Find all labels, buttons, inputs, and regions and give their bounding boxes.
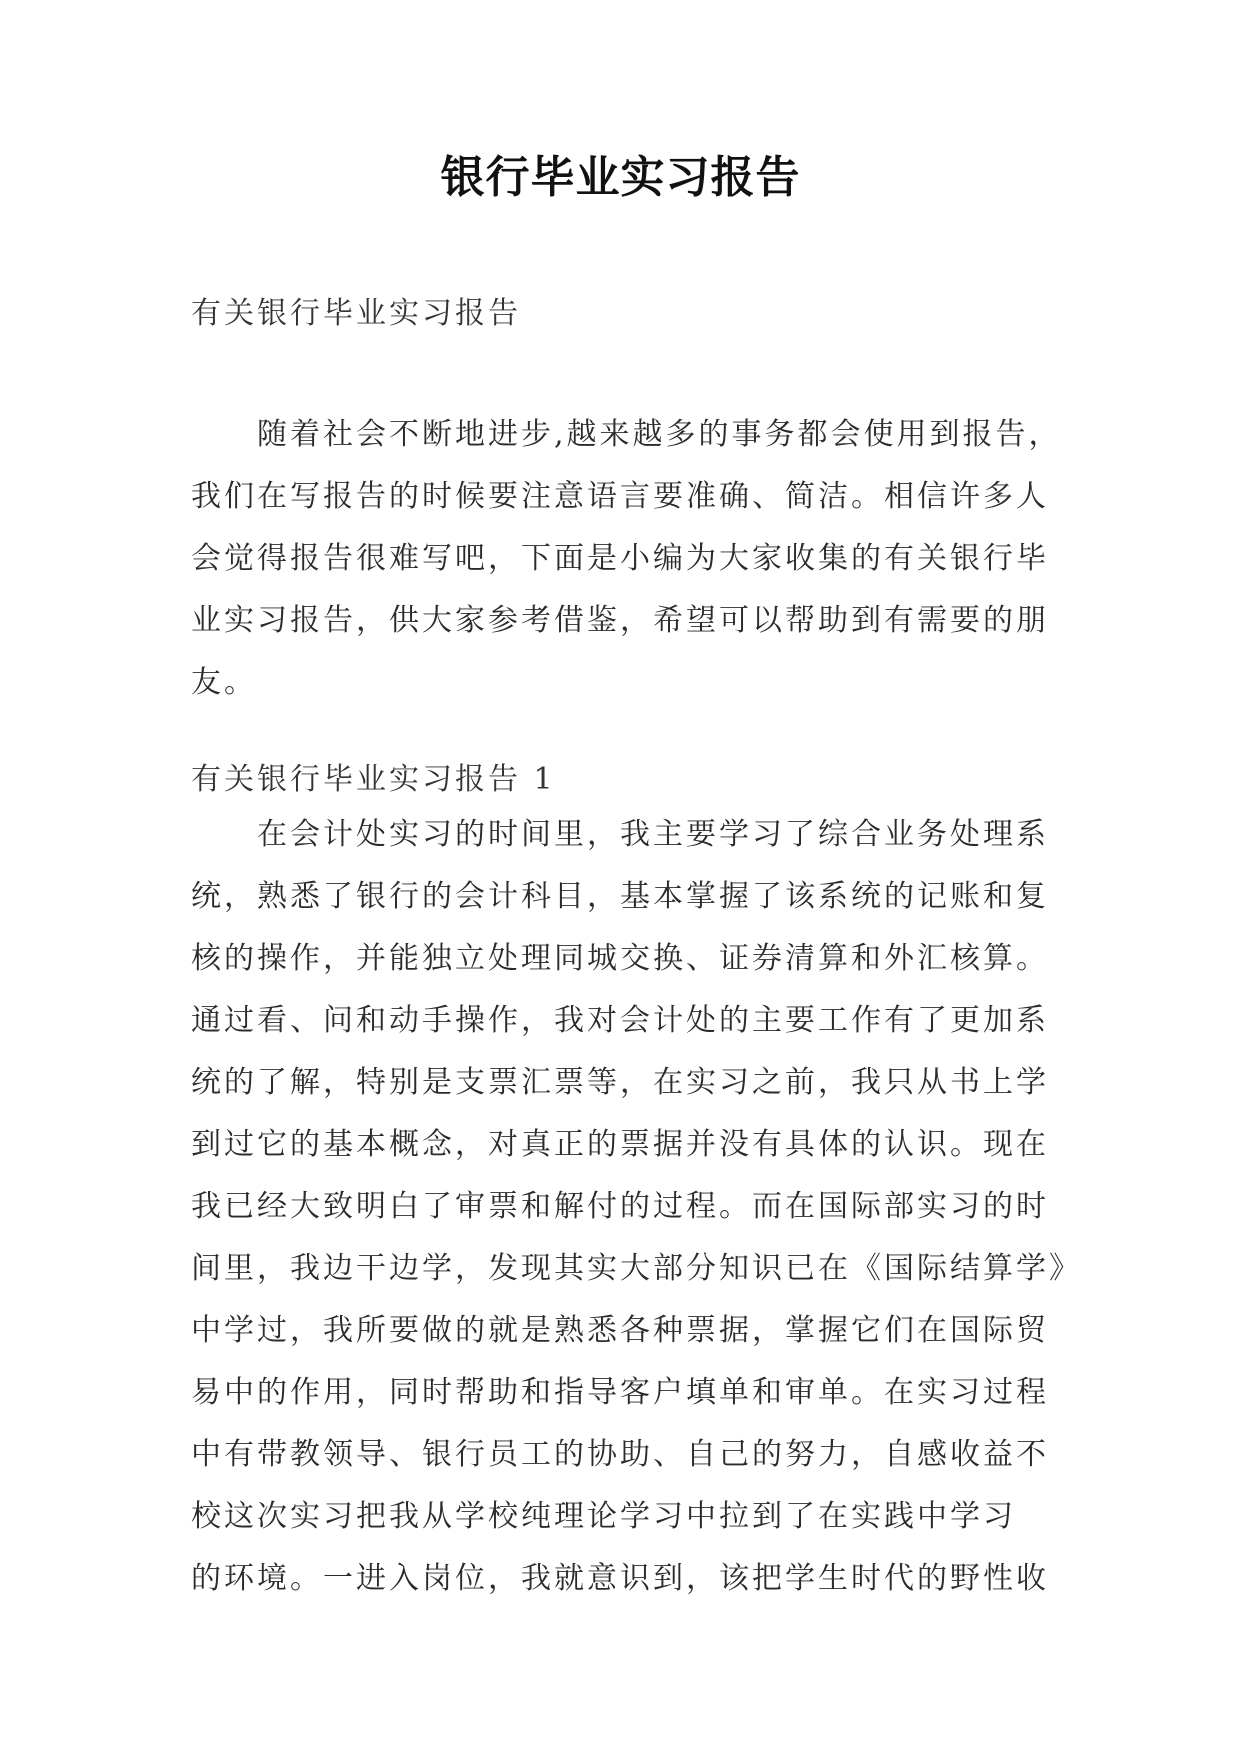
intro-line: 随着社会不断地进步,越来越多的事务都会使用到报告， (257, 417, 1062, 452)
intro-line: 业实习报告，供大家参考借鉴，希望可以帮助到有需要的朋 (191, 603, 1049, 638)
section-heading: 有关银行毕业实习报告 1 (191, 762, 556, 797)
document-subtitle: 有关银行毕业实习报告 (191, 296, 521, 331)
body-line: 中学过，我所要做的就是熟悉各种票据，掌握它们在国际贸 (191, 1313, 1049, 1348)
body-line: 统，熟悉了银行的会计科目，基本掌握了该系统的记账和复 (191, 879, 1049, 914)
body-line: 我已经大致明白了审票和解付的过程。而在国际部实习的时 (191, 1189, 1049, 1224)
body-line: 核的操作，并能独立处理同城交换、证券清算和外汇核算。 (191, 941, 1049, 976)
body-line: 通过看、问和动手操作，我对会计处的主要工作有了更加系 (191, 1003, 1049, 1038)
body-line: 校这次实习把我从学校纯理论学习中拉到了在实践中学习 (191, 1499, 1016, 1534)
intro-line: 我们在写报告的时候要注意语言要准确、简洁。相信许多人 (191, 479, 1049, 514)
body-paragraph (191, 804, 1082, 1610)
intro-line: 友。 (191, 665, 257, 700)
body-line: 中有带教领导、银行员工的协助、自己的努力，自感收益不 (191, 1437, 1049, 1472)
body-line: 到过它的基本概念，对真正的票据并没有具体的认识。现在 (191, 1127, 1049, 1162)
intro-line: 会觉得报告很难写吧，下面是小编为大家收集的有关银行毕 (191, 541, 1049, 576)
body-line: 间里，我边干边学，发现其实大部分知识已在《国际结算学》 (191, 1251, 1082, 1286)
intro-paragraph (191, 404, 1067, 714)
body-line: 的环境。一进入岗位，我就意识到，该把学生时代的野性收 (191, 1561, 1049, 1596)
body-line: 统的了解，特别是支票汇票等，在实习之前，我只从书上学 (191, 1065, 1049, 1100)
document-title: 银行毕业实习报告 (440, 152, 801, 203)
body-line: 在会计处实习的时间里，我主要学习了综合业务处理系 (257, 817, 1049, 852)
body-line: 易中的作用，同时帮助和指导客户填单和审单。在实习过程 (191, 1375, 1049, 1410)
